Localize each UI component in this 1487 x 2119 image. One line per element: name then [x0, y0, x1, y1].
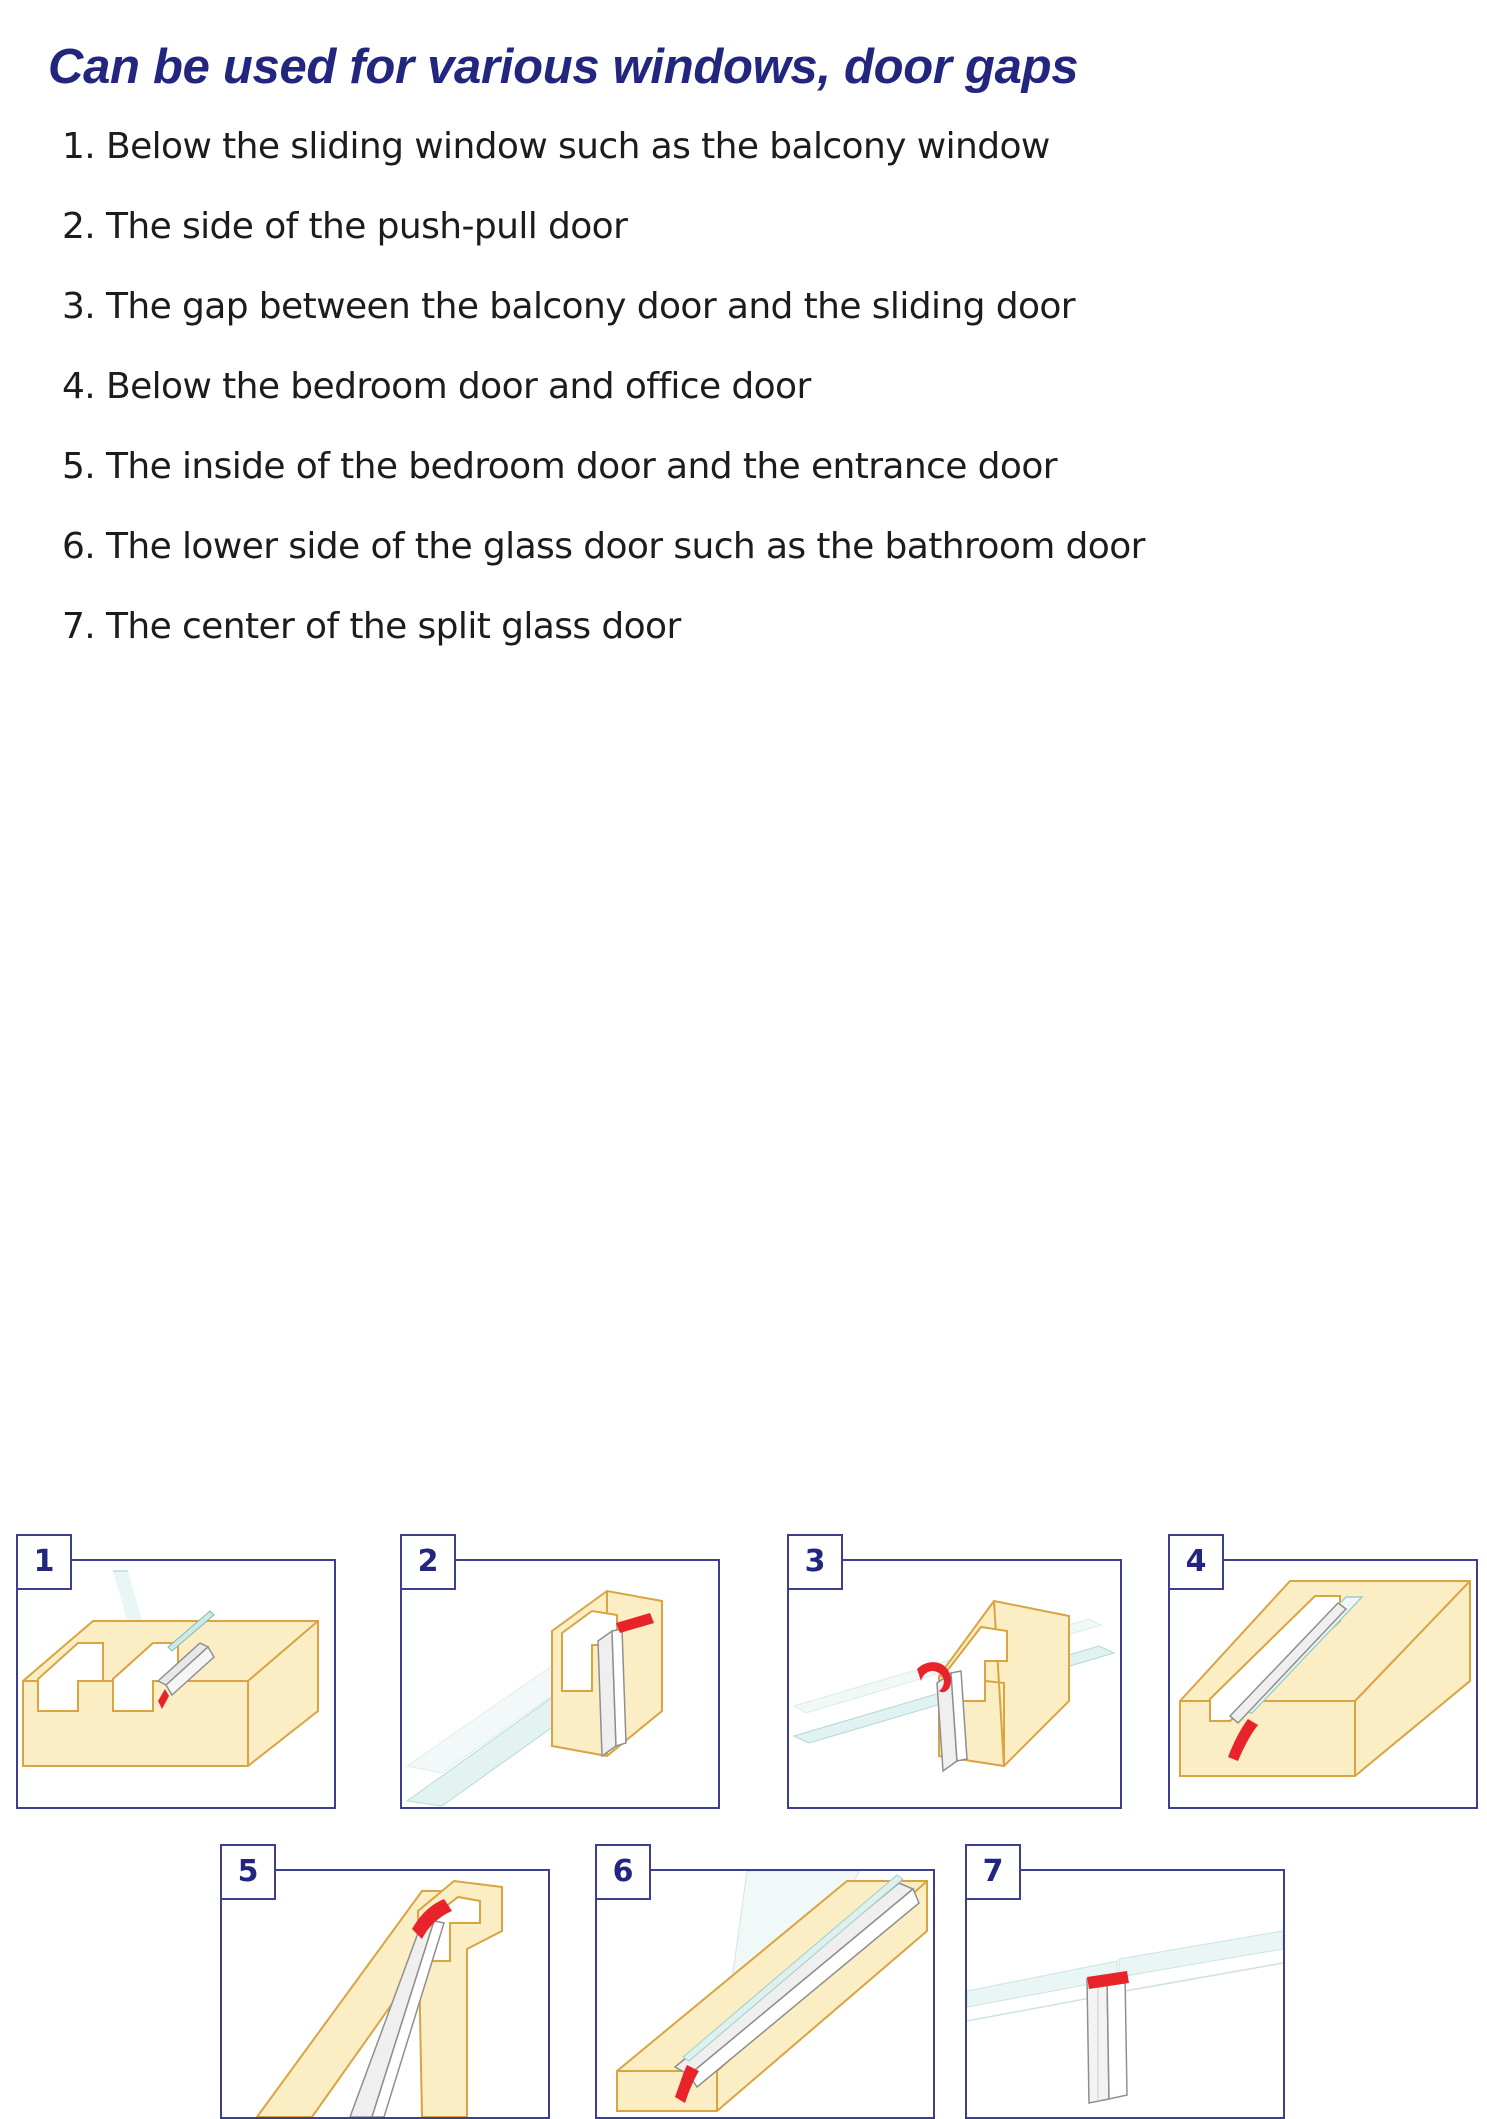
list-item: 4. Below the bedroom door and office door	[62, 365, 811, 407]
diagram-panel-2	[400, 1559, 720, 1809]
list-item: 7. The center of the split glass door	[62, 605, 681, 647]
glass-door-lower-side-diagram	[597, 1871, 933, 2117]
panel-badge-3: 3	[787, 1534, 843, 1590]
push-pull-door-side-diagram	[402, 1561, 718, 1807]
split-glass-door-center-diagram	[967, 1871, 1283, 2117]
bedroom-entrance-door-inside-diagram	[222, 1871, 548, 2117]
bedroom-office-door-bottom-diagram	[1170, 1561, 1476, 1807]
balcony-sliding-door-gap-diagram	[789, 1561, 1120, 1807]
panel-badge-2: 2	[400, 1534, 456, 1590]
panel-badge-1: 1	[16, 1534, 72, 1590]
list-item: 5. The inside of the bedroom door and the entrance door	[62, 445, 1057, 487]
panel-badge-6: 6	[595, 1844, 651, 1900]
list-item: 6. The lower side of the glass door such as the bathroom door	[62, 525, 1145, 567]
sliding-window-track-diagram	[18, 1561, 334, 1807]
usage-list	[0, 125, 1487, 647]
infographic-page	[0, 33, 1487, 1890]
list-item: 2. The side of the push-pull door	[62, 205, 628, 247]
diagram-panel-1	[16, 1559, 336, 1809]
page-title: Can be used for various windows, door gaps	[48, 39, 1079, 94]
diagram-panel-7	[965, 1869, 1285, 2119]
panel-badge-5: 5	[220, 1844, 276, 1900]
list-item: 3. The gap between the balcony door and the sliding door	[62, 285, 1076, 327]
list-item: 1. Below the sliding window such as the balcony window	[62, 125, 1050, 167]
diagram-panel-grid	[0, 689, 1487, 1890]
diagram-panel-5	[220, 1869, 550, 2119]
panel-badge-4: 4	[1168, 1534, 1224, 1590]
diagram-panel-3	[787, 1559, 1122, 1809]
diagram-panel-6	[595, 1869, 935, 2119]
diagram-panel-4	[1168, 1559, 1478, 1809]
panel-badge-7: 7	[965, 1844, 1021, 1900]
